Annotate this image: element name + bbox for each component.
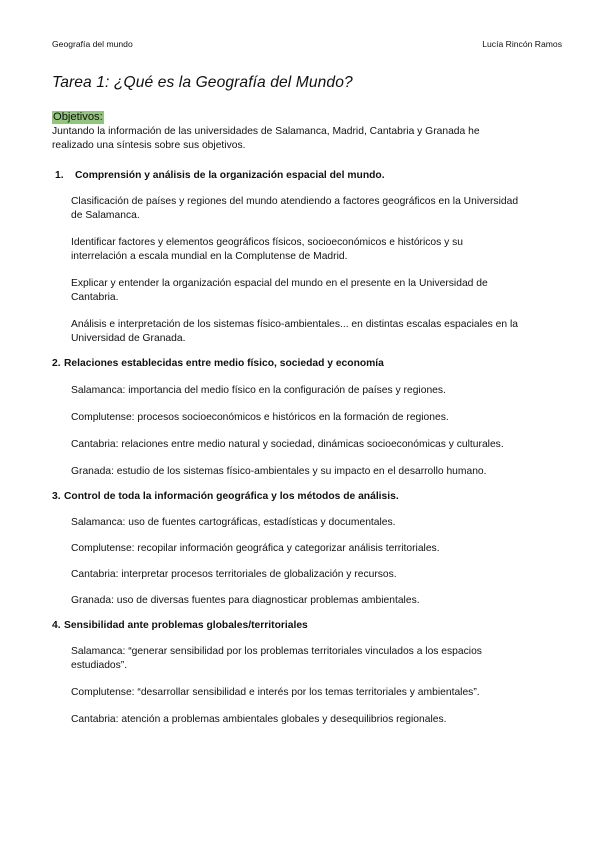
header-author: Lucía Rincón Ramos xyxy=(482,39,562,49)
section-title: Comprensión y análisis de la organización espacial del mundo. xyxy=(75,170,385,181)
section-heading-3 xyxy=(52,490,548,504)
section-4-item-2: Complutense: “desarrollar sensibilidad e interés por los temas territoriales y ambientales”. xyxy=(71,687,480,698)
section-1-item-3: Explicar y entender la organización espacial del mundo en el presente en la Universidad de Cantabria. xyxy=(71,278,488,303)
section-title: Relaciones establecidas entre medio físico, sociedad y economía xyxy=(64,358,384,369)
document-title: Tarea 1: ¿Qué es la Geografía del Mundo? xyxy=(52,74,353,91)
section-number: 1. xyxy=(55,170,64,181)
document-body xyxy=(52,72,548,727)
section-heading-1 xyxy=(52,169,548,183)
section-2-item-2: Complutense: procesos socioeconómicos e históricos en la formación de regiones. xyxy=(71,412,449,423)
section-heading-4 xyxy=(52,619,548,633)
section-title: Control de toda la información geográfica y los métodos de análisis. xyxy=(64,491,399,502)
section-1-item-2: Identificar factores y elementos geográficos físicos, socioeconómicos e históricos y su interrelación a escala mundial en la Complutense de Madrid. xyxy=(71,237,464,262)
section-2-item-1: Salamanca: importancia del medio físico en la configuración de países y regiones. xyxy=(71,385,446,396)
intro-paragraph: Juntando la información de las universidades de Salamanca, Madrid, Cantabria y Granada he realizado una síntesis sobre sus objetivos. xyxy=(52,126,480,151)
header-subject: Geografía del mundo xyxy=(52,39,133,49)
section-3-item-1: Salamanca: uso de fuentes cartográficas, estadísticas y documentales. xyxy=(71,517,396,528)
section-number: 3. xyxy=(52,491,61,502)
objectives-label: Objetivos: xyxy=(53,111,103,123)
section-3-item-4: Granada: uso de diversas fuentes para diagnosticar problemas ambientales. xyxy=(71,595,420,606)
page-header xyxy=(52,37,562,51)
section-1-item-4: Análisis e interpretación de los sistemas físico-ambientales... en distintas escalas espaciales en la Universidad de Granada. xyxy=(71,319,518,344)
section-2-item-4: Granada: estudio de los sistemas físico-ambientales y su impacto en el desarrollo humano. xyxy=(71,466,487,477)
section-4-item-1: Salamanca: “generar sensibilidad por los problemas territoriales vinculados a los espacios estudiados”. xyxy=(71,646,482,671)
section-3-item-3: Cantabria: interpretar procesos territoriales de globalización y recursos. xyxy=(71,569,397,580)
section-title: Sensibilidad ante problemas globales/territoriales xyxy=(64,620,308,631)
section-number: 4. xyxy=(52,620,61,631)
section-4-item-3: Cantabria: atención a problemas ambientales globales y desequilibrios regionales. xyxy=(71,714,447,725)
section-2-item-3: Cantabria: relaciones entre medio natural y sociedad, dinámicas socioeconómicas y culturales. xyxy=(71,439,504,450)
section-number: 2. xyxy=(52,358,61,369)
section-1-item-1: Clasificación de países y regiones del mundo atendiendo a factores geográficos en la Universidad de Salamanca. xyxy=(71,196,519,221)
section-3-item-2: Complutense: recopilar información geográfica y categorizar análisis territoriales. xyxy=(71,543,440,554)
section-heading-2 xyxy=(52,357,548,371)
